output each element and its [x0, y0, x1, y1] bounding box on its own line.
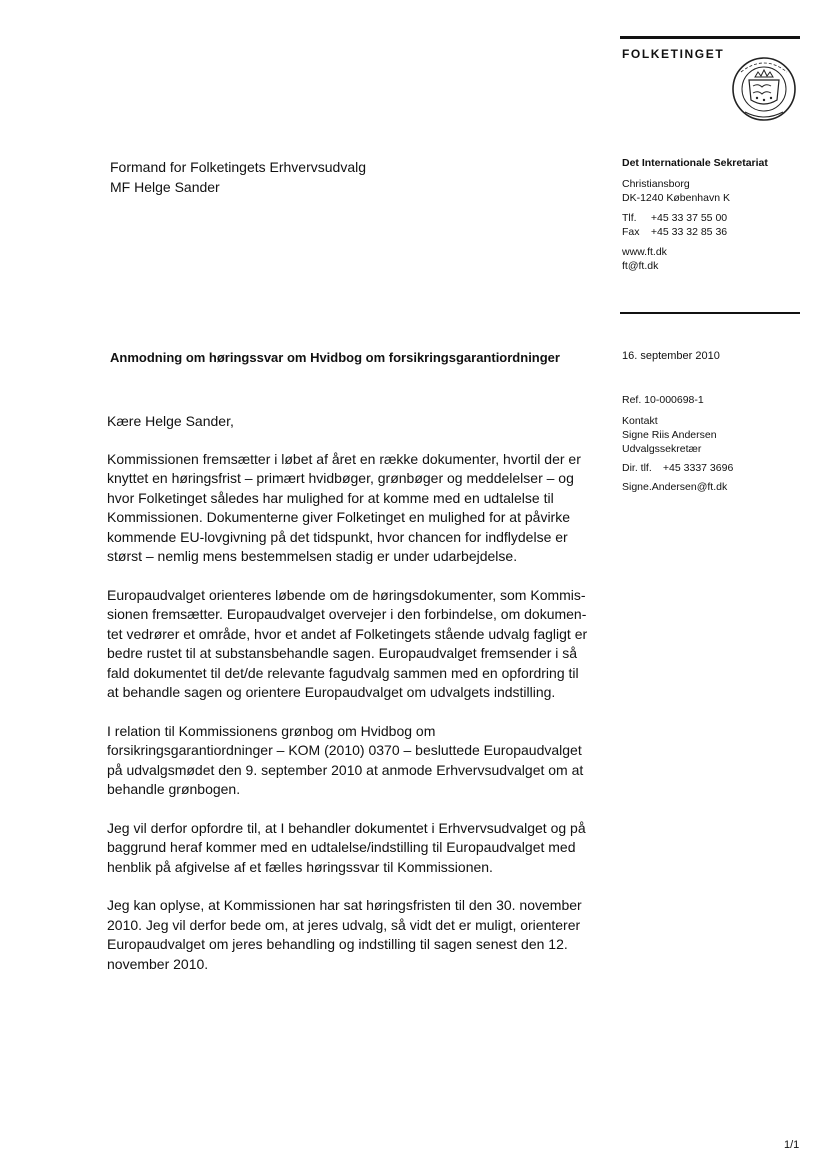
paragraph-4: [107, 819, 592, 878]
sender-block: [622, 156, 802, 273]
fax-label: Fax: [622, 226, 640, 238]
paragraph-line: knyttet en høringsfrist – primært hvidbøger, grønbøger og meddelelser – og: [107, 470, 574, 486]
sender-address-1: Christiansborg: [622, 178, 690, 190]
contact-name: Signe Riis Andersen: [622, 429, 717, 441]
contact-title: Udvalgssekretær: [622, 443, 702, 455]
letter-body: [107, 412, 592, 993]
paragraph-3: [107, 722, 592, 800]
paragraph-2: [107, 586, 592, 703]
direct-phone-label: Dir. tlf.: [622, 462, 652, 474]
reference-number: Ref. 10-000698-1: [622, 394, 704, 406]
paragraph-line: Europaudvalget orienteres løbende om de høringsdokumenter, som Kommis-: [107, 586, 586, 603]
paragraph-line: Jeg kan oplyse, at Kommissionen har sat høringsfristen til den 30. november: [107, 897, 582, 913]
recipient-line-2: MF Helge Sander: [110, 179, 220, 195]
phone-value: +45 33 37 55 00: [650, 212, 728, 224]
folketinget-seal-icon: [731, 56, 797, 122]
reference-block: [622, 393, 802, 494]
paragraph-line: bedre rustet til at substansbehandle sagen. Europaudvalget fremsender i så: [107, 645, 578, 661]
paragraph-5: [107, 896, 592, 974]
paragraph-1: [107, 450, 592, 567]
paragraph-line: Kommissionen. Dokumenterne giver Folketinget en mulighed for at påvirke: [107, 509, 571, 525]
paragraph-line: at behandle sagen og orientere Europaudvalget om udvalgets indstilling.: [107, 684, 556, 700]
paragraph-line: Europaudvalget om jeres behandling og indstilling til sagen senest den 12.: [107, 936, 568, 952]
paragraph-line: hvor Folketinget således har mulighed for at komme med en udtalelse til: [107, 489, 554, 506]
sender-department: Det Internationale Sekretariat: [622, 157, 768, 169]
contact-label: Kontakt: [622, 415, 658, 427]
sender-web[interactable]: www.ft.dk: [622, 246, 667, 258]
paragraph-line: 2010. Jeg vil derfor bede om, at jeres udvalg, så vidt det er muligt, orienterer: [107, 916, 581, 933]
paragraph-line: forsikringsgarantiordninger – KOM (2010) 0370 – besluttede Europaudvalget: [107, 742, 582, 758]
phone-label: Tlf.: [622, 212, 637, 224]
recipient-block: [110, 157, 366, 197]
direct-phone-value: +45 3337 3696: [662, 462, 734, 474]
paragraph-line: henblik på afgivelse af et fælles høringssvar til Kommissionen.: [107, 858, 493, 875]
greeting: Kære Helge Sander,: [107, 413, 234, 429]
paragraph-line: november 2010.: [107, 955, 209, 972]
contact-email[interactable]: Signe.Andersen@ft.dk: [622, 481, 728, 493]
sender-fax-row: [622, 225, 802, 239]
sender-address-2: DK-1240 København K: [622, 192, 730, 204]
header-rule: [620, 36, 800, 39]
paragraph-line: I relation til Kommissionens grønbog om Hvidbog om: [107, 722, 436, 739]
paragraph-line: tet vedrører et område, hvor et andet af Folketingets stående udvalg fagligt er: [107, 625, 588, 642]
paragraph-line: baggrund heraf kommer med en udtalelse/indstilling til Europaudvalget med: [107, 839, 576, 855]
paragraph-line: Kommissionen fremsætter i løbet af året en række dokumenter, hvortil der er: [107, 450, 581, 467]
sender-phone-row: [622, 211, 802, 225]
paragraph-line: sionen fremsætter. Europaudvalget overvejer i den forbindelse, om dokumen-: [107, 606, 587, 622]
org-name: FOLKETINGET: [622, 47, 725, 61]
paragraph-line: kommende EU-lovgivning på det tidspunkt, hvor chancen for indflydelse er: [107, 528, 568, 545]
page-number: 1/1: [784, 1139, 800, 1151]
letter-date: 16. september 2010: [622, 350, 720, 362]
recipient-line-1: Formand for Folketingets Erhvervsudvalg: [110, 159, 366, 175]
sender-rule: [620, 312, 800, 314]
paragraph-line: Jeg vil derfor opfordre til, at I behandler dokumentet i Erhvervsudvalget og på: [107, 819, 586, 836]
paragraph-line: på udvalgsmødet den 9. september 2010 at anmode Erhvervsudvalget om at: [107, 761, 584, 778]
fax-value: +45 33 32 85 36: [650, 226, 728, 238]
paragraph-line: fald dokumentet til det/de relevante fagudvalg sammen med en opfordring til: [107, 664, 579, 681]
subject-line: Anmodning om høringssvar om Hvidbog om forsikringsgarantiordninger: [110, 350, 560, 365]
paragraph-line: størst – nemlig mens bestemmelsen stadig er under udarbejdelse.: [107, 548, 518, 564]
direct-phone-row: [622, 461, 802, 475]
paragraph-line: behandle grønbogen.: [107, 781, 241, 797]
sender-email[interactable]: ft@ft.dk: [622, 260, 659, 272]
